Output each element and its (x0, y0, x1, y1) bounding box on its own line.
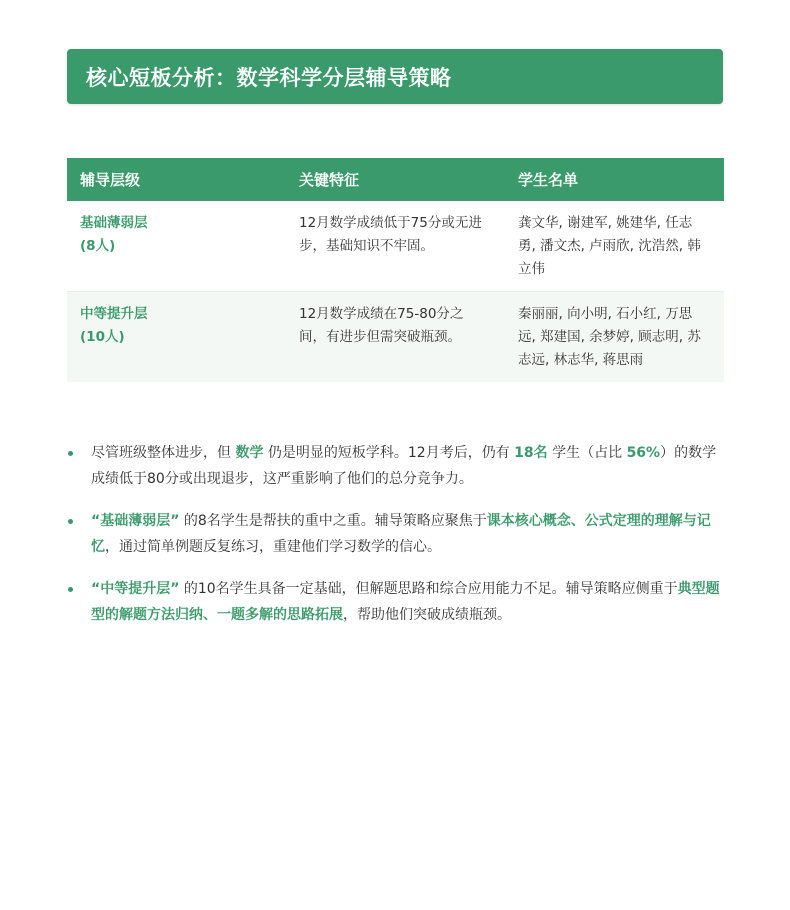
highlight-text: 56% (626, 445, 661, 461)
plain-text: 仍是明显的短板学科。12月考后，仍有 (263, 445, 515, 461)
students-cell: 秦丽丽, 向小明, 石小红, 万思远, 郑建国, 余梦婷, 顾志明, 苏志远, 林志华, 蒋思雨 (505, 292, 724, 383)
bullet-icon (68, 451, 73, 456)
tier-cell (67, 201, 286, 292)
analysis-notes (67, 440, 727, 644)
plain-text: ）的数学成绩低于80分或出现退步，这严重影响了他们的总分竞争力。 (91, 445, 717, 487)
note-item (67, 508, 727, 560)
tier-count: (10人) (80, 329, 125, 345)
column-header-tier: 辅导层级 (67, 158, 286, 201)
tier-table (67, 158, 724, 382)
column-header-feature: 关键特征 (286, 158, 505, 201)
plain-text: ，通过简单例题反复练习，重建他们学习数学的信心。 (105, 539, 441, 555)
plain-text: ，帮助他们突破成绩瓶颈。 (343, 607, 511, 623)
table-row (67, 201, 724, 292)
bullet-icon (68, 519, 73, 524)
page-title: 核心短板分析：数学科学分层辅导策略 (86, 65, 452, 90)
table-header-row (67, 158, 724, 201)
title-banner (67, 49, 723, 104)
highlight-text: 18名 (514, 445, 548, 461)
tier-name: 基础薄弱层 (80, 215, 148, 231)
highlight-text: 数学 (235, 445, 264, 461)
highlight-text: 典型题型的解题方法归纳、一题多解的思路拓展 (91, 581, 720, 623)
column-header-students: 学生名单 (505, 158, 724, 201)
feature-cell: 12月数学成绩低于75分或无进步，基础知识不牢固。 (286, 201, 505, 292)
highlight-text: “基础薄弱层” (91, 513, 180, 529)
highlight-text: 课本核心概念、公式定理的理解与记忆 (91, 513, 711, 555)
tier-name: 中等提升层 (80, 306, 148, 322)
table-row (67, 292, 724, 383)
note-item (67, 440, 727, 492)
note-text (91, 581, 720, 623)
bullet-icon (68, 587, 73, 592)
note-text (91, 445, 716, 487)
students-cell: 龚文华, 谢建军, 姚建华, 任志勇, 潘文杰, 卢雨欣, 沈浩然, 韩立伟 (505, 201, 724, 292)
feature-cell: 12月数学成绩在75-80分之间，有进步但需突破瓶颈。 (286, 292, 505, 383)
highlight-text: “中等提升层” (91, 581, 180, 597)
tier-cell (67, 292, 286, 383)
plain-text: 的8名学生是帮扶的重中之重。辅导策略应聚焦于 (179, 513, 487, 529)
plain-text: 的10名学生具备一定基础，但解题思路和综合应用能力不足。辅导策略应侧重于 (179, 581, 678, 597)
note-text (91, 513, 711, 555)
plain-text: 尽管班级整体进步，但 (91, 445, 236, 461)
note-item (67, 576, 727, 628)
tier-count: (8人) (80, 238, 116, 254)
plain-text: 学生（占比 (547, 445, 627, 461)
